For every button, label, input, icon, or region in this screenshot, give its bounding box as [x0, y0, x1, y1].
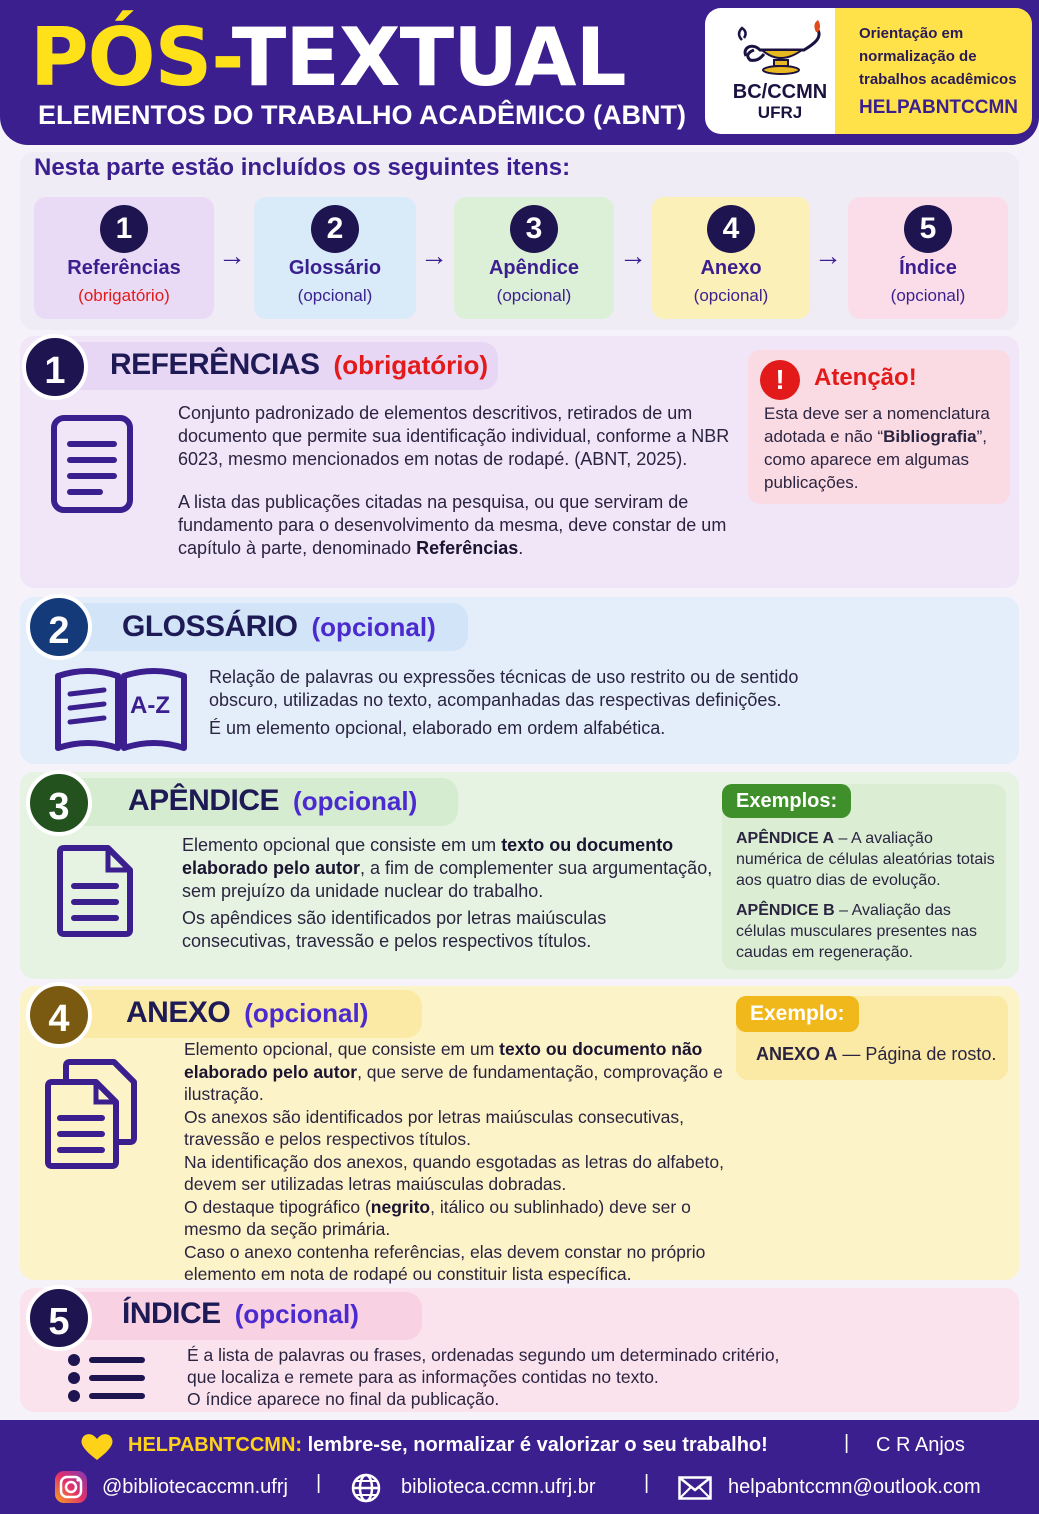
step-label: Índice — [899, 257, 957, 279]
step-label: Referências — [67, 257, 181, 279]
step-status: (opcional) — [496, 286, 572, 305]
arrow-right-icon: → — [619, 240, 647, 271]
text-bold: texto ou documento elaborado pelo autor — [182, 835, 674, 878]
step-status: (obrigatório) — [78, 286, 170, 305]
text-run: . — [518, 538, 524, 558]
logo-sub: UFRJ — [757, 103, 803, 122]
step-number: 4 — [707, 205, 755, 253]
text-run: , itálico ou sublinhado) deve ser o mesmo da seção primária. — [184, 1196, 691, 1239]
orientation-line: trabalhos acadêmicos — [859, 71, 1017, 88]
text-run: Esta deve ser a nomenclatura adotada e não “ — [764, 404, 990, 446]
section-title-text: GLOSSÁRIO — [122, 610, 298, 643]
footer-separator: | — [844, 1432, 850, 1454]
referencias-paragraph — [178, 491, 738, 560]
heart-icon — [80, 1432, 114, 1462]
text-bold: APÊNDICE B — [736, 902, 835, 919]
page-title — [30, 11, 626, 104]
text-bold: texto ou documento não elaborado pelo autor — [184, 1039, 703, 1082]
example-box — [736, 996, 1008, 1080]
section-number-badge: 2 — [26, 594, 92, 660]
example-item — [756, 1044, 996, 1065]
anexo-paragraph: Na identificação dos anexos, quando esgotadas as letras do alfabeto, devem ser utilizadas letras maiúsculas dobradas. — [184, 1151, 724, 1194]
step-number: 5 — [904, 205, 952, 253]
warning-icon: ! — [760, 360, 800, 400]
attention-title: Atenção! — [814, 364, 917, 391]
text-run: Elemento opcional, que consiste em um — [184, 1039, 500, 1059]
footer-slogan — [128, 1434, 768, 1457]
indice-paragraph: É a lista de palavras ou frases, ordenadas segundo um determinado critério, que localiza e remete para as informações contidas no texto. — [187, 1345, 780, 1387]
step-indice — [848, 197, 1008, 319]
text-run: ”, como aparece em algumas publicações. — [764, 427, 988, 492]
text-bold: negrito — [370, 1196, 431, 1217]
example-item — [736, 900, 1002, 963]
text-run: — Página de rosto. — [837, 1044, 997, 1064]
text-bold: Referências — [416, 538, 519, 558]
az-icon-label: A-Z — [130, 692, 170, 719]
anexo-paragraph — [184, 1196, 744, 1241]
section-tag: (opcional) — [293, 786, 418, 816]
section-number-badge: 3 — [26, 770, 92, 836]
section-title-text: ÍNDICE — [122, 1297, 221, 1330]
text-run: – A avaliação numérica de células aleatórias totais aos quatro dias de evolução. — [736, 830, 995, 889]
step-label: Anexo — [700, 257, 762, 279]
list-icon — [66, 1352, 148, 1404]
steps-heading: Nesta parte estão incluídos os seguintes itens: — [34, 154, 571, 181]
footer-separator: | — [316, 1472, 322, 1494]
logo-name: BC/CCMN — [732, 81, 828, 103]
indice-paragraph: O índice aparece no final da publicação. — [187, 1389, 500, 1409]
step-label: Glossário — [288, 257, 382, 279]
section-number-badge: 5 — [26, 1285, 92, 1351]
text-run: , que serve de fundamentação, comprovação e ilustração. — [184, 1061, 723, 1104]
title-part1: PÓS- — [30, 11, 232, 104]
attention-box — [748, 350, 1010, 504]
orientation-box — [835, 8, 1032, 134]
text-run: Elemento opcional que consiste em um — [182, 835, 502, 855]
section-tag: (opcional) — [311, 612, 436, 642]
page-subtitle: ELEMENTOS DO TRABALHO ACADÊMICO (ABNT) — [38, 100, 686, 130]
referencias-paragraph: Conjunto padronizado de elementos descritivos, retirados de um documento que permite sua identificação individual, conforme a NBR 6023, mesmo mencionados em notas de rodapé. (ABNT, 2025). — [178, 403, 730, 469]
instagram-icon[interactable] — [54, 1470, 88, 1504]
section-number-badge: 4 — [26, 982, 92, 1048]
apendice-paragraph — [182, 834, 716, 903]
section-tag: (opcional) — [234, 1299, 359, 1329]
globe-icon — [350, 1472, 382, 1504]
step-status: (opcional) — [890, 286, 966, 305]
footer-tag: HELPABNTCCMN: — [128, 1434, 303, 1456]
text-bold: Bibliografia — [883, 427, 977, 446]
document-icon — [50, 414, 134, 514]
text-run: A lista das publicações citadas na pesquisa, ou que serviram de fundamento para o desenvolvimento da mesma, deve constar de um capítulo à parte, denominado — [178, 492, 727, 558]
section-title — [122, 1297, 359, 1331]
glossario-paragraph: É um elemento opcional, elaborado em ordem alfabética. — [209, 718, 666, 738]
example-item — [736, 828, 1002, 891]
step-status: (opcional) — [693, 286, 769, 305]
section-title — [126, 996, 368, 1030]
step-glossario — [254, 197, 416, 319]
anexo-paragraph: Os anexos são identificados por letras maiúsculas consecutivas, travessão e pelos respectivos títulos. — [184, 1106, 684, 1149]
step-label: Apêndice — [488, 257, 580, 279]
orientation-line: normalização de — [859, 48, 977, 65]
step-number: 3 — [510, 205, 558, 253]
arrow-right-icon: → — [420, 240, 448, 271]
footer-slogan-text: lembre-se, normalizar é valorizar o seu trabalho! — [307, 1434, 768, 1456]
referencias-text — [178, 402, 738, 560]
anexo-paragraph — [184, 1038, 744, 1106]
step-referencias — [34, 197, 214, 319]
website-link[interactable]: biblioteca.ccmn.ufrj.br — [401, 1476, 596, 1498]
arrow-right-icon: → — [814, 240, 842, 271]
indice-text — [187, 1344, 807, 1410]
text-run: – Avaliação das células musculares presentes nas caudas em regeneração. — [736, 902, 978, 961]
arrow-right-icon: → — [218, 240, 246, 271]
apendice-paragraph: Os apêndices são identificados por letras maiúsculas consecutivas, travessão e pelos respectivos títulos. — [182, 908, 607, 951]
title-part2: TEXTUAL — [231, 11, 626, 104]
orientation-text — [859, 22, 1032, 91]
step-number: 2 — [311, 205, 359, 253]
section-tag: (obrigatório) — [333, 350, 489, 380]
section-title — [110, 348, 488, 382]
section-title-text: APÊNDICE — [128, 784, 280, 817]
step-anexo — [652, 197, 810, 319]
attention-text — [764, 402, 1004, 494]
examples-label: Exemplos: — [722, 784, 851, 818]
glossario-paragraph: Relação de palavras ou expressões técnicas de uso restrito ou de sentido obscuro, utilizadas no texto, acompanhadas das respectivas definições. — [209, 667, 799, 710]
section-title — [128, 784, 417, 818]
lamp-icon — [732, 20, 828, 76]
anexo-paragraph: Caso o anexo contenha referências, elas devem constar no próprio elemento em nota de rodapé ou constituir lista específica. — [184, 1241, 706, 1284]
text-run: , a fim de complementer sua argumentação, sem prejuízo da unidade nuclear do trabalho. — [182, 858, 713, 901]
section-tag: (opcional) — [244, 998, 369, 1028]
text-run: O destaque tipográfico ( — [184, 1196, 371, 1217]
step-apendice — [454, 197, 614, 319]
section-title — [122, 610, 436, 644]
library-logo — [705, 8, 855, 134]
section-title-text: REFERÊNCIAS — [110, 348, 320, 381]
step-number: 1 — [100, 205, 148, 253]
glossario-text — [209, 666, 819, 740]
file-icon — [56, 844, 134, 938]
instagram-link[interactable]: @bibliotecaccmn.ufrj — [102, 1476, 288, 1498]
anexo-text — [184, 1038, 744, 1286]
orientation-tag: HELPABNTCCMN — [859, 97, 1019, 118]
example-label: Exemplo: — [736, 996, 859, 1032]
examples-box — [722, 784, 1006, 970]
apendice-text — [182, 834, 716, 953]
email-link[interactable]: helpabntccmn@outlook.com — [728, 1476, 981, 1498]
step-status: (opcional) — [297, 286, 373, 305]
mail-icon — [678, 1476, 712, 1500]
section-number-badge: 1 — [22, 334, 88, 400]
text-bold: ANEXO A — [756, 1044, 838, 1064]
text-bold: APÊNDICE A — [736, 830, 835, 847]
footer-separator: | — [644, 1472, 650, 1494]
orientation-line: Orientação em — [859, 25, 964, 42]
section-title-text: ANEXO — [126, 996, 231, 1029]
footer-author: C R Anjos — [876, 1434, 965, 1456]
files-stack-icon — [44, 1058, 140, 1170]
